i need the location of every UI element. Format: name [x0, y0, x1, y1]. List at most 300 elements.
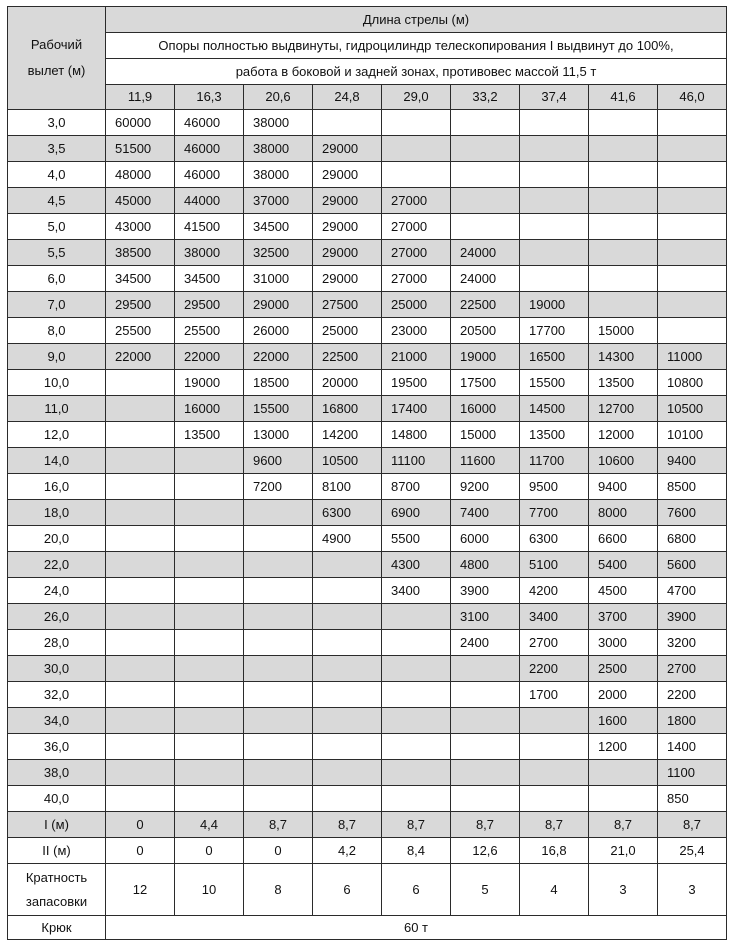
capacity-cell: [106, 760, 175, 786]
capacity-cell: 24000: [451, 266, 520, 292]
capacity-cell: [175, 500, 244, 526]
reach-cell: 12,0: [8, 422, 106, 448]
capacity-cell: 11600: [451, 448, 520, 474]
telescope-cell: 8,7: [658, 812, 727, 838]
reach-cell: 18,0: [8, 500, 106, 526]
capacity-cell: [244, 552, 313, 578]
capacity-cell: [244, 526, 313, 552]
table-row: [8, 786, 727, 812]
capacity-cell: 29500: [106, 292, 175, 318]
capacity-cell: [520, 708, 589, 734]
capacity-cell: [106, 578, 175, 604]
capacity-cell: [244, 734, 313, 760]
capacity-cell: [175, 734, 244, 760]
telescope-cell: 0: [244, 838, 313, 864]
capacity-cell: [658, 292, 727, 318]
table-row: [8, 500, 727, 526]
boom-length-row: [8, 85, 727, 110]
telescope-cell: 4,2: [313, 838, 382, 864]
reach-cell: 7,0: [8, 292, 106, 318]
capacity-cell: [175, 552, 244, 578]
reach-cell: 3,5: [8, 136, 106, 162]
capacity-cell: [451, 760, 520, 786]
load-rows: [8, 110, 727, 812]
capacity-cell: [313, 630, 382, 656]
capacity-cell: [520, 110, 589, 136]
load-chart-container: [7, 6, 727, 940]
reeving-row: [8, 864, 727, 916]
capacity-cell: 1600: [589, 708, 658, 734]
capacity-cell: 1700: [520, 682, 589, 708]
capacity-cell: 19000: [175, 370, 244, 396]
capacity-cell: [658, 266, 727, 292]
telescope-cell: 0: [106, 812, 175, 838]
telescope-cell: 25,4: [658, 838, 727, 864]
capacity-cell: [382, 604, 451, 630]
capacity-cell: 12700: [589, 396, 658, 422]
capacity-cell: 9200: [451, 474, 520, 500]
capacity-cell: [451, 110, 520, 136]
capacity-cell: 27000: [382, 188, 451, 214]
boom-length-cell: 20,6: [244, 85, 313, 110]
capacity-cell: [382, 630, 451, 656]
capacity-cell: [589, 188, 658, 214]
capacity-cell: 4300: [382, 552, 451, 578]
capacity-cell: 38500: [106, 240, 175, 266]
reach-header-line-2: вылет (м): [27, 63, 86, 78]
telescope-cell: 0: [106, 838, 175, 864]
capacity-cell: [589, 786, 658, 812]
capacity-cell: 14500: [520, 396, 589, 422]
capacity-cell: 2700: [658, 656, 727, 682]
capacity-cell: 2500: [589, 656, 658, 682]
capacity-cell: [451, 786, 520, 812]
capacity-cell: 5500: [382, 526, 451, 552]
table-row: [8, 682, 727, 708]
capacity-cell: 14300: [589, 344, 658, 370]
capacity-cell: [175, 656, 244, 682]
capacity-cell: 38000: [244, 162, 313, 188]
capacity-cell: [244, 656, 313, 682]
capacity-cell: [106, 682, 175, 708]
boom-length-cell: 16,3: [175, 85, 244, 110]
capacity-cell: 44000: [175, 188, 244, 214]
capacity-cell: [106, 526, 175, 552]
boom-length-cell: 33,2: [451, 85, 520, 110]
capacity-cell: [451, 682, 520, 708]
reach-column-header: [8, 7, 106, 110]
telescope-cell: 8,7: [589, 812, 658, 838]
capacity-cell: 11700: [520, 448, 589, 474]
capacity-cell: [589, 110, 658, 136]
capacity-cell: [382, 786, 451, 812]
reach-cell: 36,0: [8, 734, 106, 760]
reach-cell: 34,0: [8, 708, 106, 734]
boom-length-cell: 24,8: [313, 85, 382, 110]
load-chart-table: [7, 6, 727, 940]
table-row: [8, 188, 727, 214]
capacity-cell: [313, 656, 382, 682]
table-row: [8, 448, 727, 474]
capacity-cell: [313, 786, 382, 812]
reeving-cell: 5: [451, 864, 520, 916]
capacity-cell: [382, 136, 451, 162]
capacity-cell: [244, 760, 313, 786]
reeving-cell: 3: [658, 864, 727, 916]
capacity-cell: 46000: [175, 110, 244, 136]
reach-header-line-1: Рабочий: [30, 37, 83, 52]
capacity-cell: 15000: [451, 422, 520, 448]
capacity-cell: 14200: [313, 422, 382, 448]
capacity-cell: 48000: [106, 162, 175, 188]
table-row: [8, 136, 727, 162]
capacity-cell: 17500: [451, 370, 520, 396]
reeving-cell: 6: [382, 864, 451, 916]
capacity-cell: 16000: [451, 396, 520, 422]
table-row: [8, 734, 727, 760]
table-row: [8, 370, 727, 396]
capacity-cell: [520, 214, 589, 240]
conditions-line-2: работа в боковой и задней зонах, противовес массой 11,5 т: [106, 59, 727, 85]
capacity-cell: [382, 734, 451, 760]
capacity-cell: 6300: [520, 526, 589, 552]
capacity-cell: 16000: [175, 396, 244, 422]
capacity-cell: 3400: [382, 578, 451, 604]
reeving-cell: 6: [313, 864, 382, 916]
capacity-cell: 15500: [244, 396, 313, 422]
telescope-cell: 8,4: [382, 838, 451, 864]
capacity-cell: [106, 604, 175, 630]
table-row: [8, 474, 727, 500]
capacity-cell: [658, 318, 727, 344]
capacity-cell: 23000: [382, 318, 451, 344]
capacity-cell: 10500: [313, 448, 382, 474]
reach-cell: 26,0: [8, 604, 106, 630]
capacity-cell: 34500: [106, 266, 175, 292]
capacity-cell: [658, 110, 727, 136]
boom-length-cell: 41,6: [589, 85, 658, 110]
capacity-cell: [658, 214, 727, 240]
boom-length-cell: 11,9: [106, 85, 175, 110]
capacity-cell: 27000: [382, 214, 451, 240]
capacity-cell: 9600: [244, 448, 313, 474]
telescope-cell: 12,6: [451, 838, 520, 864]
reach-cell: 4,5: [8, 188, 106, 214]
telescope-cell: 16,8: [520, 838, 589, 864]
capacity-cell: 9400: [658, 448, 727, 474]
capacity-cell: 27000: [382, 240, 451, 266]
capacity-cell: [106, 656, 175, 682]
capacity-cell: 22000: [175, 344, 244, 370]
capacity-cell: [382, 708, 451, 734]
capacity-cell: 5100: [520, 552, 589, 578]
capacity-cell: [520, 760, 589, 786]
capacity-cell: 3900: [451, 578, 520, 604]
capacity-cell: 2700: [520, 630, 589, 656]
boom-length-title: Длина стрелы (м): [106, 7, 727, 33]
capacity-cell: 20500: [451, 318, 520, 344]
capacity-cell: 3200: [658, 630, 727, 656]
capacity-cell: 29500: [175, 292, 244, 318]
capacity-cell: [313, 708, 382, 734]
reach-cell: 5,0: [8, 214, 106, 240]
capacity-cell: 27000: [382, 266, 451, 292]
footer-rows: [8, 812, 727, 940]
reeving-cell: 4: [520, 864, 589, 916]
reach-cell: 4,0: [8, 162, 106, 188]
table-row: [8, 760, 727, 786]
capacity-cell: 19500: [382, 370, 451, 396]
table-row: [8, 526, 727, 552]
capacity-cell: [382, 110, 451, 136]
capacity-cell: 4800: [451, 552, 520, 578]
capacity-cell: 10500: [658, 396, 727, 422]
capacity-cell: [451, 214, 520, 240]
capacity-cell: [244, 500, 313, 526]
capacity-cell: 13000: [244, 422, 313, 448]
reach-cell: 16,0: [8, 474, 106, 500]
boom-length-cell: 46,0: [658, 85, 727, 110]
capacity-cell: 3400: [520, 604, 589, 630]
capacity-cell: [589, 162, 658, 188]
capacity-cell: 1200: [589, 734, 658, 760]
capacity-cell: 32500: [244, 240, 313, 266]
capacity-cell: [658, 162, 727, 188]
reeving-cell: 10: [175, 864, 244, 916]
capacity-cell: 25500: [175, 318, 244, 344]
capacity-cell: 6600: [589, 526, 658, 552]
capacity-cell: [313, 578, 382, 604]
reach-cell: 38,0: [8, 760, 106, 786]
capacity-cell: 38000: [244, 110, 313, 136]
capacity-cell: 8500: [658, 474, 727, 500]
capacity-cell: 29000: [313, 162, 382, 188]
capacity-cell: [520, 240, 589, 266]
reach-cell: 6,0: [8, 266, 106, 292]
telescope-cell: 4,4: [175, 812, 244, 838]
table-row: [8, 162, 727, 188]
capacity-cell: 22500: [451, 292, 520, 318]
capacity-cell: [589, 760, 658, 786]
capacity-cell: [244, 682, 313, 708]
reach-cell: 3,0: [8, 110, 106, 136]
capacity-cell: [451, 708, 520, 734]
capacity-cell: 18500: [244, 370, 313, 396]
capacity-cell: 60000: [106, 110, 175, 136]
reach-cell: 24,0: [8, 578, 106, 604]
capacity-cell: [313, 110, 382, 136]
capacity-cell: [382, 760, 451, 786]
telescope-label: I (м): [8, 812, 106, 838]
capacity-cell: 22500: [313, 344, 382, 370]
capacity-cell: 34500: [244, 214, 313, 240]
reach-cell: 5,5: [8, 240, 106, 266]
capacity-cell: 8000: [589, 500, 658, 526]
capacity-cell: 29000: [313, 136, 382, 162]
telescope-cell: 0: [175, 838, 244, 864]
capacity-cell: 13500: [175, 422, 244, 448]
capacity-cell: [106, 448, 175, 474]
capacity-cell: 27500: [313, 292, 382, 318]
capacity-cell: [520, 734, 589, 760]
reach-cell: 32,0: [8, 682, 106, 708]
capacity-cell: [106, 370, 175, 396]
table-row: [8, 292, 727, 318]
capacity-cell: 8700: [382, 474, 451, 500]
capacity-cell: 25000: [382, 292, 451, 318]
reach-cell: 14,0: [8, 448, 106, 474]
capacity-cell: [589, 292, 658, 318]
capacity-cell: [244, 604, 313, 630]
capacity-cell: 3000: [589, 630, 658, 656]
reach-cell: 11,0: [8, 396, 106, 422]
hook-row: [8, 916, 727, 940]
capacity-cell: [106, 786, 175, 812]
capacity-cell: 15500: [520, 370, 589, 396]
table-row: [8, 214, 727, 240]
capacity-cell: 3700: [589, 604, 658, 630]
capacity-cell: 46000: [175, 136, 244, 162]
capacity-cell: 4700: [658, 578, 727, 604]
capacity-cell: 2400: [451, 630, 520, 656]
capacity-cell: 17700: [520, 318, 589, 344]
reeving-label-line: запасовки: [25, 893, 88, 909]
capacity-cell: [244, 708, 313, 734]
capacity-cell: [175, 474, 244, 500]
reach-cell: 40,0: [8, 786, 106, 812]
capacity-cell: 3100: [451, 604, 520, 630]
capacity-cell: 25000: [313, 318, 382, 344]
capacity-cell: 29000: [313, 266, 382, 292]
capacity-cell: [175, 786, 244, 812]
reach-cell: 22,0: [8, 552, 106, 578]
capacity-cell: 1400: [658, 734, 727, 760]
capacity-cell: 4200: [520, 578, 589, 604]
boom-length-cell: 37,4: [520, 85, 589, 110]
capacity-cell: 16800: [313, 396, 382, 422]
capacity-cell: 21000: [382, 344, 451, 370]
capacity-cell: [589, 240, 658, 266]
reach-cell: 20,0: [8, 526, 106, 552]
capacity-cell: 4900: [313, 526, 382, 552]
telescope-cell: 21,0: [589, 838, 658, 864]
capacity-cell: 3900: [658, 604, 727, 630]
capacity-cell: [175, 630, 244, 656]
capacity-cell: [520, 188, 589, 214]
boom-length-cell: 29,0: [382, 85, 451, 110]
table-row: [8, 422, 727, 448]
conditions-line-1: Опоры полностью выдвинуты, гидроцилиндр телескопирования I выдвинут до 100%,: [106, 33, 727, 59]
capacity-cell: [106, 708, 175, 734]
capacity-cell: [175, 448, 244, 474]
capacity-cell: [106, 630, 175, 656]
capacity-cell: 29000: [244, 292, 313, 318]
capacity-cell: 6300: [313, 500, 382, 526]
capacity-cell: 2200: [658, 682, 727, 708]
capacity-cell: 2000: [589, 682, 658, 708]
capacity-cell: [175, 604, 244, 630]
reach-cell: 10,0: [8, 370, 106, 396]
capacity-cell: 38000: [175, 240, 244, 266]
capacity-cell: [658, 240, 727, 266]
capacity-cell: 7600: [658, 500, 727, 526]
capacity-cell: 22000: [106, 344, 175, 370]
capacity-cell: [451, 136, 520, 162]
telescope-label: II (м): [8, 838, 106, 864]
capacity-cell: [382, 656, 451, 682]
capacity-cell: 37000: [244, 188, 313, 214]
capacity-cell: [313, 604, 382, 630]
telescope-cell: 8,7: [520, 812, 589, 838]
capacity-cell: [106, 474, 175, 500]
capacity-cell: [244, 630, 313, 656]
table-row: [8, 318, 727, 344]
capacity-cell: [106, 422, 175, 448]
reach-cell: 8,0: [8, 318, 106, 344]
capacity-cell: 29000: [313, 240, 382, 266]
reeving-label-line: Кратность: [25, 869, 88, 885]
capacity-cell: 7400: [451, 500, 520, 526]
capacity-cell: [520, 162, 589, 188]
capacity-cell: 9500: [520, 474, 589, 500]
capacity-cell: 26000: [244, 318, 313, 344]
capacity-cell: 25500: [106, 318, 175, 344]
capacity-cell: 5600: [658, 552, 727, 578]
table-row: [8, 266, 727, 292]
capacity-cell: [589, 214, 658, 240]
capacity-cell: [520, 786, 589, 812]
capacity-cell: 10800: [658, 370, 727, 396]
telescope-cell: 8,7: [451, 812, 520, 838]
capacity-cell: 38000: [244, 136, 313, 162]
capacity-cell: [451, 188, 520, 214]
capacity-cell: 17400: [382, 396, 451, 422]
hook-value: 60 т: [106, 916, 727, 940]
telescope-cell: 8,7: [244, 812, 313, 838]
capacity-cell: 1100: [658, 760, 727, 786]
capacity-cell: [451, 656, 520, 682]
capacity-cell: 19000: [451, 344, 520, 370]
capacity-cell: 850: [658, 786, 727, 812]
capacity-cell: [313, 552, 382, 578]
capacity-cell: [451, 734, 520, 760]
capacity-cell: [382, 682, 451, 708]
capacity-cell: 22000: [244, 344, 313, 370]
capacity-cell: 9400: [589, 474, 658, 500]
capacity-cell: 13500: [520, 422, 589, 448]
table-row: [8, 656, 727, 682]
capacity-cell: [106, 500, 175, 526]
capacity-cell: 43000: [106, 214, 175, 240]
capacity-cell: [244, 578, 313, 604]
reeving-cell: 12: [106, 864, 175, 916]
telescope-cell: 8,7: [313, 812, 382, 838]
capacity-cell: 15000: [589, 318, 658, 344]
capacity-cell: [175, 578, 244, 604]
table-row: [8, 344, 727, 370]
capacity-cell: 14800: [382, 422, 451, 448]
capacity-cell: 11000: [658, 344, 727, 370]
telescope-row: [8, 838, 727, 864]
capacity-cell: 29000: [313, 188, 382, 214]
capacity-cell: 7700: [520, 500, 589, 526]
capacity-cell: 41500: [175, 214, 244, 240]
capacity-cell: [520, 266, 589, 292]
capacity-cell: 1800: [658, 708, 727, 734]
capacity-cell: [658, 136, 727, 162]
table-row: [8, 604, 727, 630]
table-row: [8, 110, 727, 136]
